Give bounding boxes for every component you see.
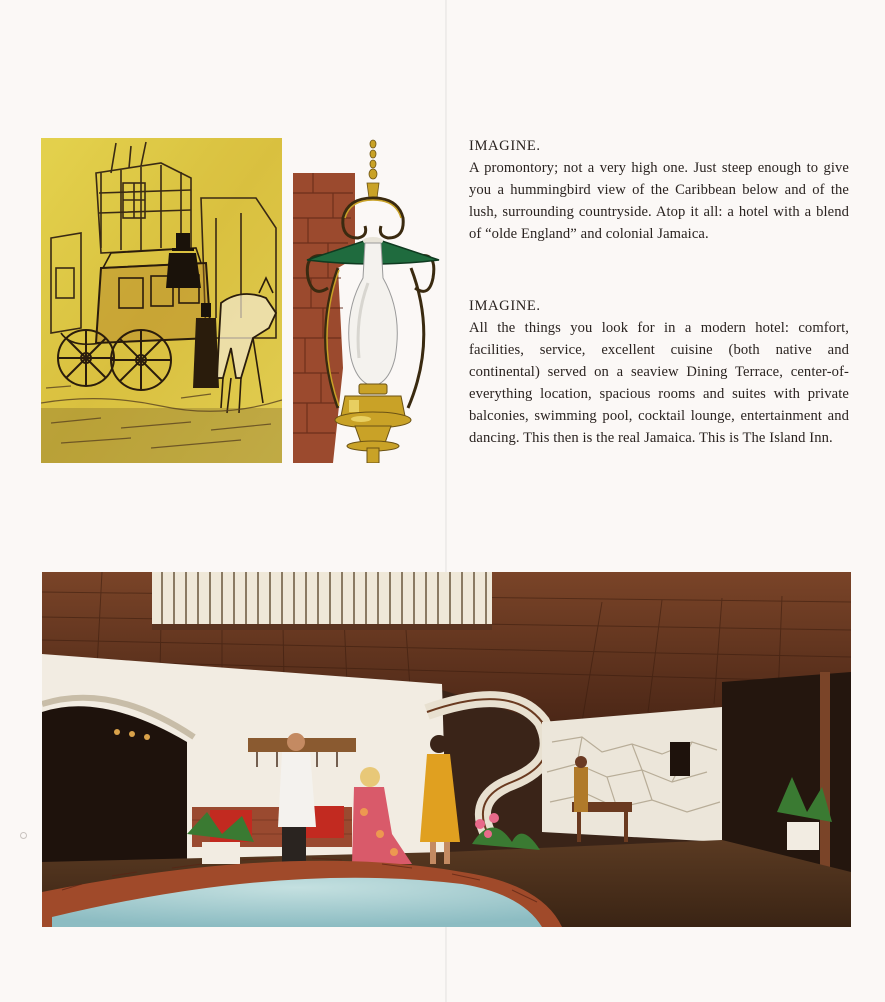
- paper-mark: [20, 832, 27, 839]
- wall-lantern-illustration: [293, 138, 443, 463]
- section-heading: IMAGINE.: [469, 138, 541, 154]
- section-heading: IMAGINE.: [469, 298, 541, 314]
- section-body: A promontory; not a very high one. Just steep enough to give you a hummingbird view of the Caribbean below and of the lush, surrounding countryside. Atop it all: a hotel with a blend of “olde England” and colonial Jamaica.: [469, 160, 849, 242]
- intro-section-2: [469, 295, 849, 449]
- hotel-lobby-pool-photo: [42, 572, 851, 927]
- intro-section-1: [469, 135, 849, 245]
- stagecoach-illustration: [41, 138, 282, 463]
- section-body: All the things you look for in a modern hotel: comfort, facilities, service, excellent cuisine (both native and continental) served on a seaview Dining Terrace, center-of-everything location, spacious rooms and suites with private balconies, swimming pool, cocktail lounge, entertainment and dancing. This then is the real Jamaica. This is The Island Inn.: [469, 320, 849, 446]
